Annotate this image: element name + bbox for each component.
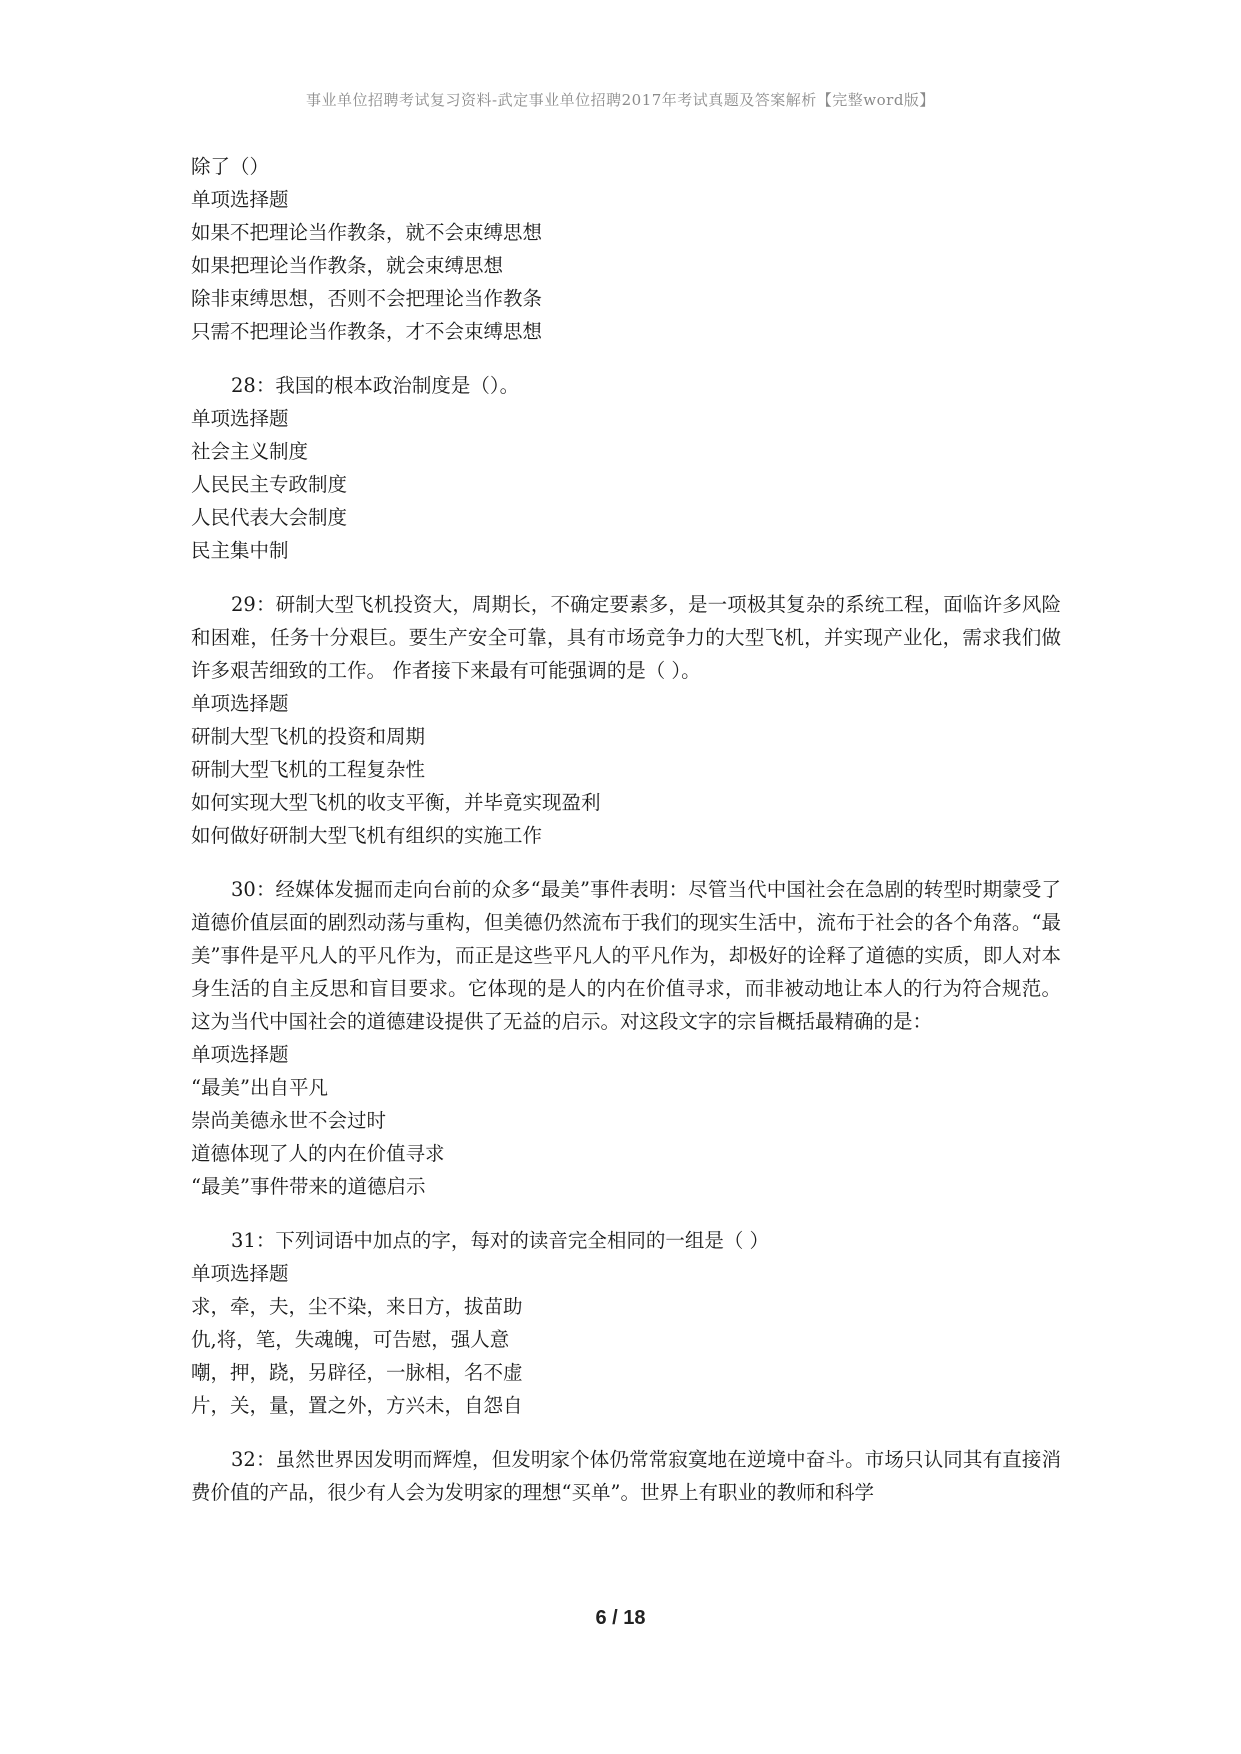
question-stem: 30：经媒体发掘而走向台前的众多“最美”事件表明：尽管当代中国社会在急剧的转型时期蒙受了道德价值层面的剧烈动荡与重构，但美德仍然流布于我们的现实生活中，流布于社会的各个角落。“最美”事件是平凡人的平凡作为，而正是这些平凡人的平凡作为，却极好的诠释了道德的实质，即人对本身生活的自主反思和盲目要求。它体现的是人的内在价值寻求，而非被动地让本人的行为符合规范。这为当代中国社会的道德建设提供了无益的启示。对这段文字的宗旨概括最精确的是： bbox=[191, 878, 1061, 1033]
option: 道德体现了人的内在价值寻求 bbox=[191, 1142, 445, 1165]
spacer bbox=[191, 1203, 1061, 1224]
running-header: 事业单位招聘考试复习资料-武定事业单位招聘2017年考试真题及答案解析【完整word版】 bbox=[306, 91, 935, 109]
option: 崇尚美德永世不会过时 bbox=[191, 1109, 387, 1132]
question-28 bbox=[191, 369, 1061, 567]
option: 民主集中制 bbox=[191, 539, 289, 562]
stem-tail: 除了（） bbox=[191, 155, 270, 178]
question-type: 单项选择题 bbox=[191, 407, 289, 430]
question-stem: 28：我国的根本政治制度是（）。 bbox=[231, 374, 520, 397]
question-type: 单项选择题 bbox=[191, 692, 289, 715]
option: 人民代表大会制度 bbox=[191, 506, 348, 529]
option: 除非束缚思想，否则不会把理论当作教条 bbox=[191, 287, 543, 310]
question-30 bbox=[191, 873, 1061, 1203]
spacer bbox=[191, 348, 1061, 369]
option: 如果把理论当作教条，就会束缚思想 bbox=[191, 254, 504, 277]
page-number: 6 / 18 bbox=[595, 1607, 646, 1629]
option: 如何实现大型飞机的收支平衡，并毕竟实现盈利 bbox=[191, 791, 601, 814]
option: 如何做好研制大型飞机有组织的实施工作 bbox=[191, 824, 543, 847]
option: 人民民主专政制度 bbox=[191, 473, 348, 496]
option: 只需不把理论当作教条，才不会束缚思想 bbox=[191, 320, 543, 343]
option: 求，牵，夫，尘不染，来日方，拔苗助 bbox=[191, 1295, 523, 1318]
question-stem: 31：下列词语中加点的字，每对的读音完全相同的一组是（ ） bbox=[231, 1229, 770, 1252]
option: “最美”事件带来的道德启示 bbox=[191, 1175, 426, 1198]
question-continuation bbox=[191, 150, 1061, 348]
question-31 bbox=[191, 1224, 1061, 1422]
question-32 bbox=[191, 1443, 1061, 1509]
option: 仇,将，笔，失魂魄，可告慰，强人意 bbox=[191, 1328, 510, 1351]
spacer bbox=[191, 567, 1061, 588]
question-stem: 29：研制大型飞机投资大，周期长，不确定要素多，是一项极其复杂的系统工程，面临许多风险和困难，任务十分艰巨。要生产安全可靠，具有市场竞争力的大型飞机，并实现产业化，需求我们做许多艰苦细致的工作。 作者接下来最有可能强调的是（ ）。 bbox=[191, 593, 1061, 682]
option: “最美”出自平凡 bbox=[191, 1076, 328, 1099]
page-body bbox=[191, 150, 1061, 1509]
option: 如果不把理论当作教条，就不会束缚思想 bbox=[191, 221, 543, 244]
question-29 bbox=[191, 588, 1061, 852]
question-type: 单项选择题 bbox=[191, 1262, 289, 1285]
option: 嘲，押，跷，另辟径，一脉相，名不虚 bbox=[191, 1361, 523, 1384]
option: 片，关，量，置之外，方兴未，自怨自 bbox=[191, 1394, 523, 1417]
spacer bbox=[191, 1422, 1061, 1443]
option: 社会主义制度 bbox=[191, 440, 309, 463]
question-stem: 32：虽然世界因发明而辉煌，但发明家个体仍常常寂寞地在逆境中奋斗。市场只认同其有直接消费价值的产品，很少有人会为发明家的理想“买单”。世界上有职业的教师和科学 bbox=[191, 1448, 1061, 1504]
spacer bbox=[191, 852, 1061, 873]
question-type: 单项选择题 bbox=[191, 1043, 289, 1066]
question-type: 单项选择题 bbox=[191, 188, 289, 211]
option: 研制大型飞机的投资和周期 bbox=[191, 725, 426, 748]
option: 研制大型飞机的工程复杂性 bbox=[191, 758, 426, 781]
